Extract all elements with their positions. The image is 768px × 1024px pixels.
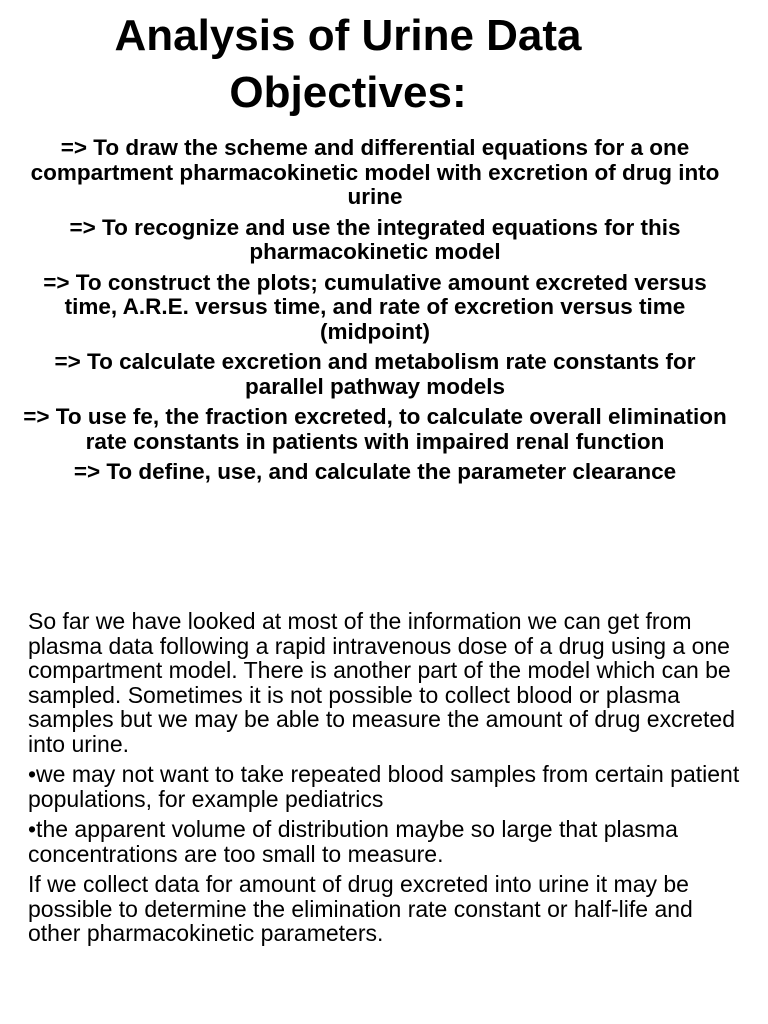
objective-item: => To calculate excretion and metabolism rate constants for parallel pathway models <box>54 349 696 399</box>
objective-item: => To draw the scheme and differential equations for a one compartment pharmacokinetic model with excretion of drug into urine <box>30 135 720 209</box>
objective-item: => To use fe, the fraction excreted, to calculate overall elimination rate constants in patients with impaired renal function <box>23 404 727 454</box>
objective-item: => To construct the plots; cumulative amount excreted versus time, A.R.E. versus time, and rate of excretion versus time (midpoint) <box>43 269 707 344</box>
page-title: Analysis of Urine Data <box>114 11 582 60</box>
conclusion-paragraph: If we collect data for amount of drug excreted into urine it may be possible to determine the elimination rate constant or half-life and other pharmacokinetic parameters. <box>28 871 693 946</box>
body-text <box>28 609 740 952</box>
intro-paragraph: So far we have looked at most of the information we can get from plasma data following a rapid intravenous dose of a drug using a one compartment model. There is another part of the model which can be sampled. Sometimes it is not possible to collect blood or plasma samples but we may be able to measure the amount of drug excreted into urine. <box>28 608 736 757</box>
objectives-heading: Objectives: <box>229 68 467 117</box>
objective-item: => To recognize and use the integrated equations for this pharmacokinetic model <box>69 214 681 264</box>
objective-item: => To define, use, and calculate the parameter clearance <box>73 459 677 484</box>
objectives-list <box>20 136 730 491</box>
bullet-paragraph: •the apparent volume of distribution maybe so large that plasma concentrations are too small to measure. <box>28 816 678 867</box>
bullet-paragraph: •we may not want to take repeated blood samples from certain patient populations, for example pediatrics <box>28 761 740 812</box>
